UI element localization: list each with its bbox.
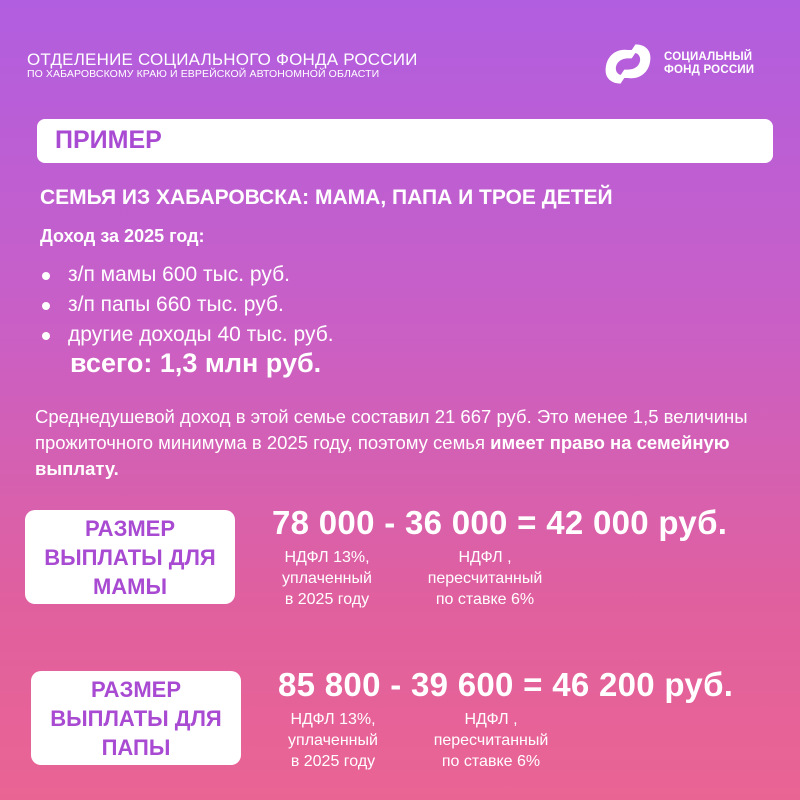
note-line: пересчитанный	[433, 732, 549, 749]
income-total: всего: 1,3 млн руб.	[70, 348, 322, 378]
formula-dad: 85 800 - 39 600 = 46 200 руб.	[278, 666, 734, 703]
box-line: ВЫПЛАТЫ ДЛЯ	[50, 705, 222, 731]
note-line: уплаченный	[288, 732, 378, 749]
note-tax-paid-dad	[268, 709, 398, 772]
org-name-line2: ПО ХАБАРОВСКОМУ КРАЮ И ЕВРЕЙСКОЙ АВТОНОМНОЙ ОБЛАСТИ	[27, 68, 380, 80]
bullet-icon	[42, 272, 50, 280]
family-title: СЕМЬЯ ИЗ ХАБАРОВСКА: МАМА, ПАПА И ТРОЕ ДЕТЕЙ	[40, 186, 613, 209]
box-line: МАМЫ	[92, 573, 168, 599]
note-line: уплаченный	[282, 570, 372, 587]
description	[35, 404, 775, 482]
note-tax-recalc-mom	[405, 547, 565, 610]
note-line: НДФЛ 13%,	[284, 549, 370, 566]
income-item-text: другие доходы 40 тыс. руб.	[68, 323, 334, 346]
payment-label-dad	[31, 671, 241, 765]
note-tax-recalc-dad	[411, 709, 571, 772]
logo-text-line2: ФОНД РОССИИ	[664, 64, 755, 76]
note-line: НДФЛ 13%,	[290, 711, 376, 728]
formula-mom: 78 000 - 36 000 = 42 000 руб.	[272, 504, 728, 541]
box-line: РАЗМЕР	[84, 515, 176, 541]
bullet-icon	[42, 332, 50, 340]
example-label: ПРИМЕР	[55, 126, 162, 154]
income-list	[40, 260, 334, 350]
note-line: НДФЛ ,	[458, 549, 512, 566]
income-item-text: з/п мамы 600 тыс. руб.	[68, 263, 290, 286]
note-line: в 2025 году	[290, 753, 376, 770]
box-line: ВЫПЛАТЫ ДЛЯ	[44, 544, 216, 570]
box-line: РАЗМЕР	[90, 676, 182, 702]
income-label: Доход за 2025 год:	[40, 226, 205, 246]
note-line: в 2025 году	[284, 591, 370, 608]
list-item	[40, 260, 334, 290]
description-text: Среднедушевой доход в этой семье составил 21 667 руб. Это менее 1,5 величины прожиточного минимума в 2025 году, поэтому семья	[35, 406, 748, 453]
bullet-icon	[42, 302, 50, 310]
description-strong: имеет право на семейную выплату.	[35, 432, 730, 479]
note-line: НДФЛ ,	[464, 711, 518, 728]
list-item	[40, 320, 334, 350]
logo-text-line1: СОЦИАЛЬНЫЙ	[664, 51, 753, 63]
note-tax-paid-mom	[262, 547, 392, 610]
sfr-logo	[600, 42, 754, 86]
payment-label-mom	[25, 510, 235, 604]
box-line: ПАПЫ	[101, 734, 171, 760]
note-line: по ставке 6%	[435, 591, 535, 608]
list-item	[40, 290, 334, 320]
note-line: пересчитанный	[427, 570, 543, 587]
sfr-logo-icon	[600, 42, 656, 86]
note-line: по ставке 6%	[441, 753, 541, 770]
org-name-line1: ОТДЕЛЕНИЕ СОЦИАЛЬНОГО ФОНДА РОССИИ	[27, 50, 418, 69]
income-item-text: з/п папы 660 тыс. руб.	[68, 293, 284, 316]
